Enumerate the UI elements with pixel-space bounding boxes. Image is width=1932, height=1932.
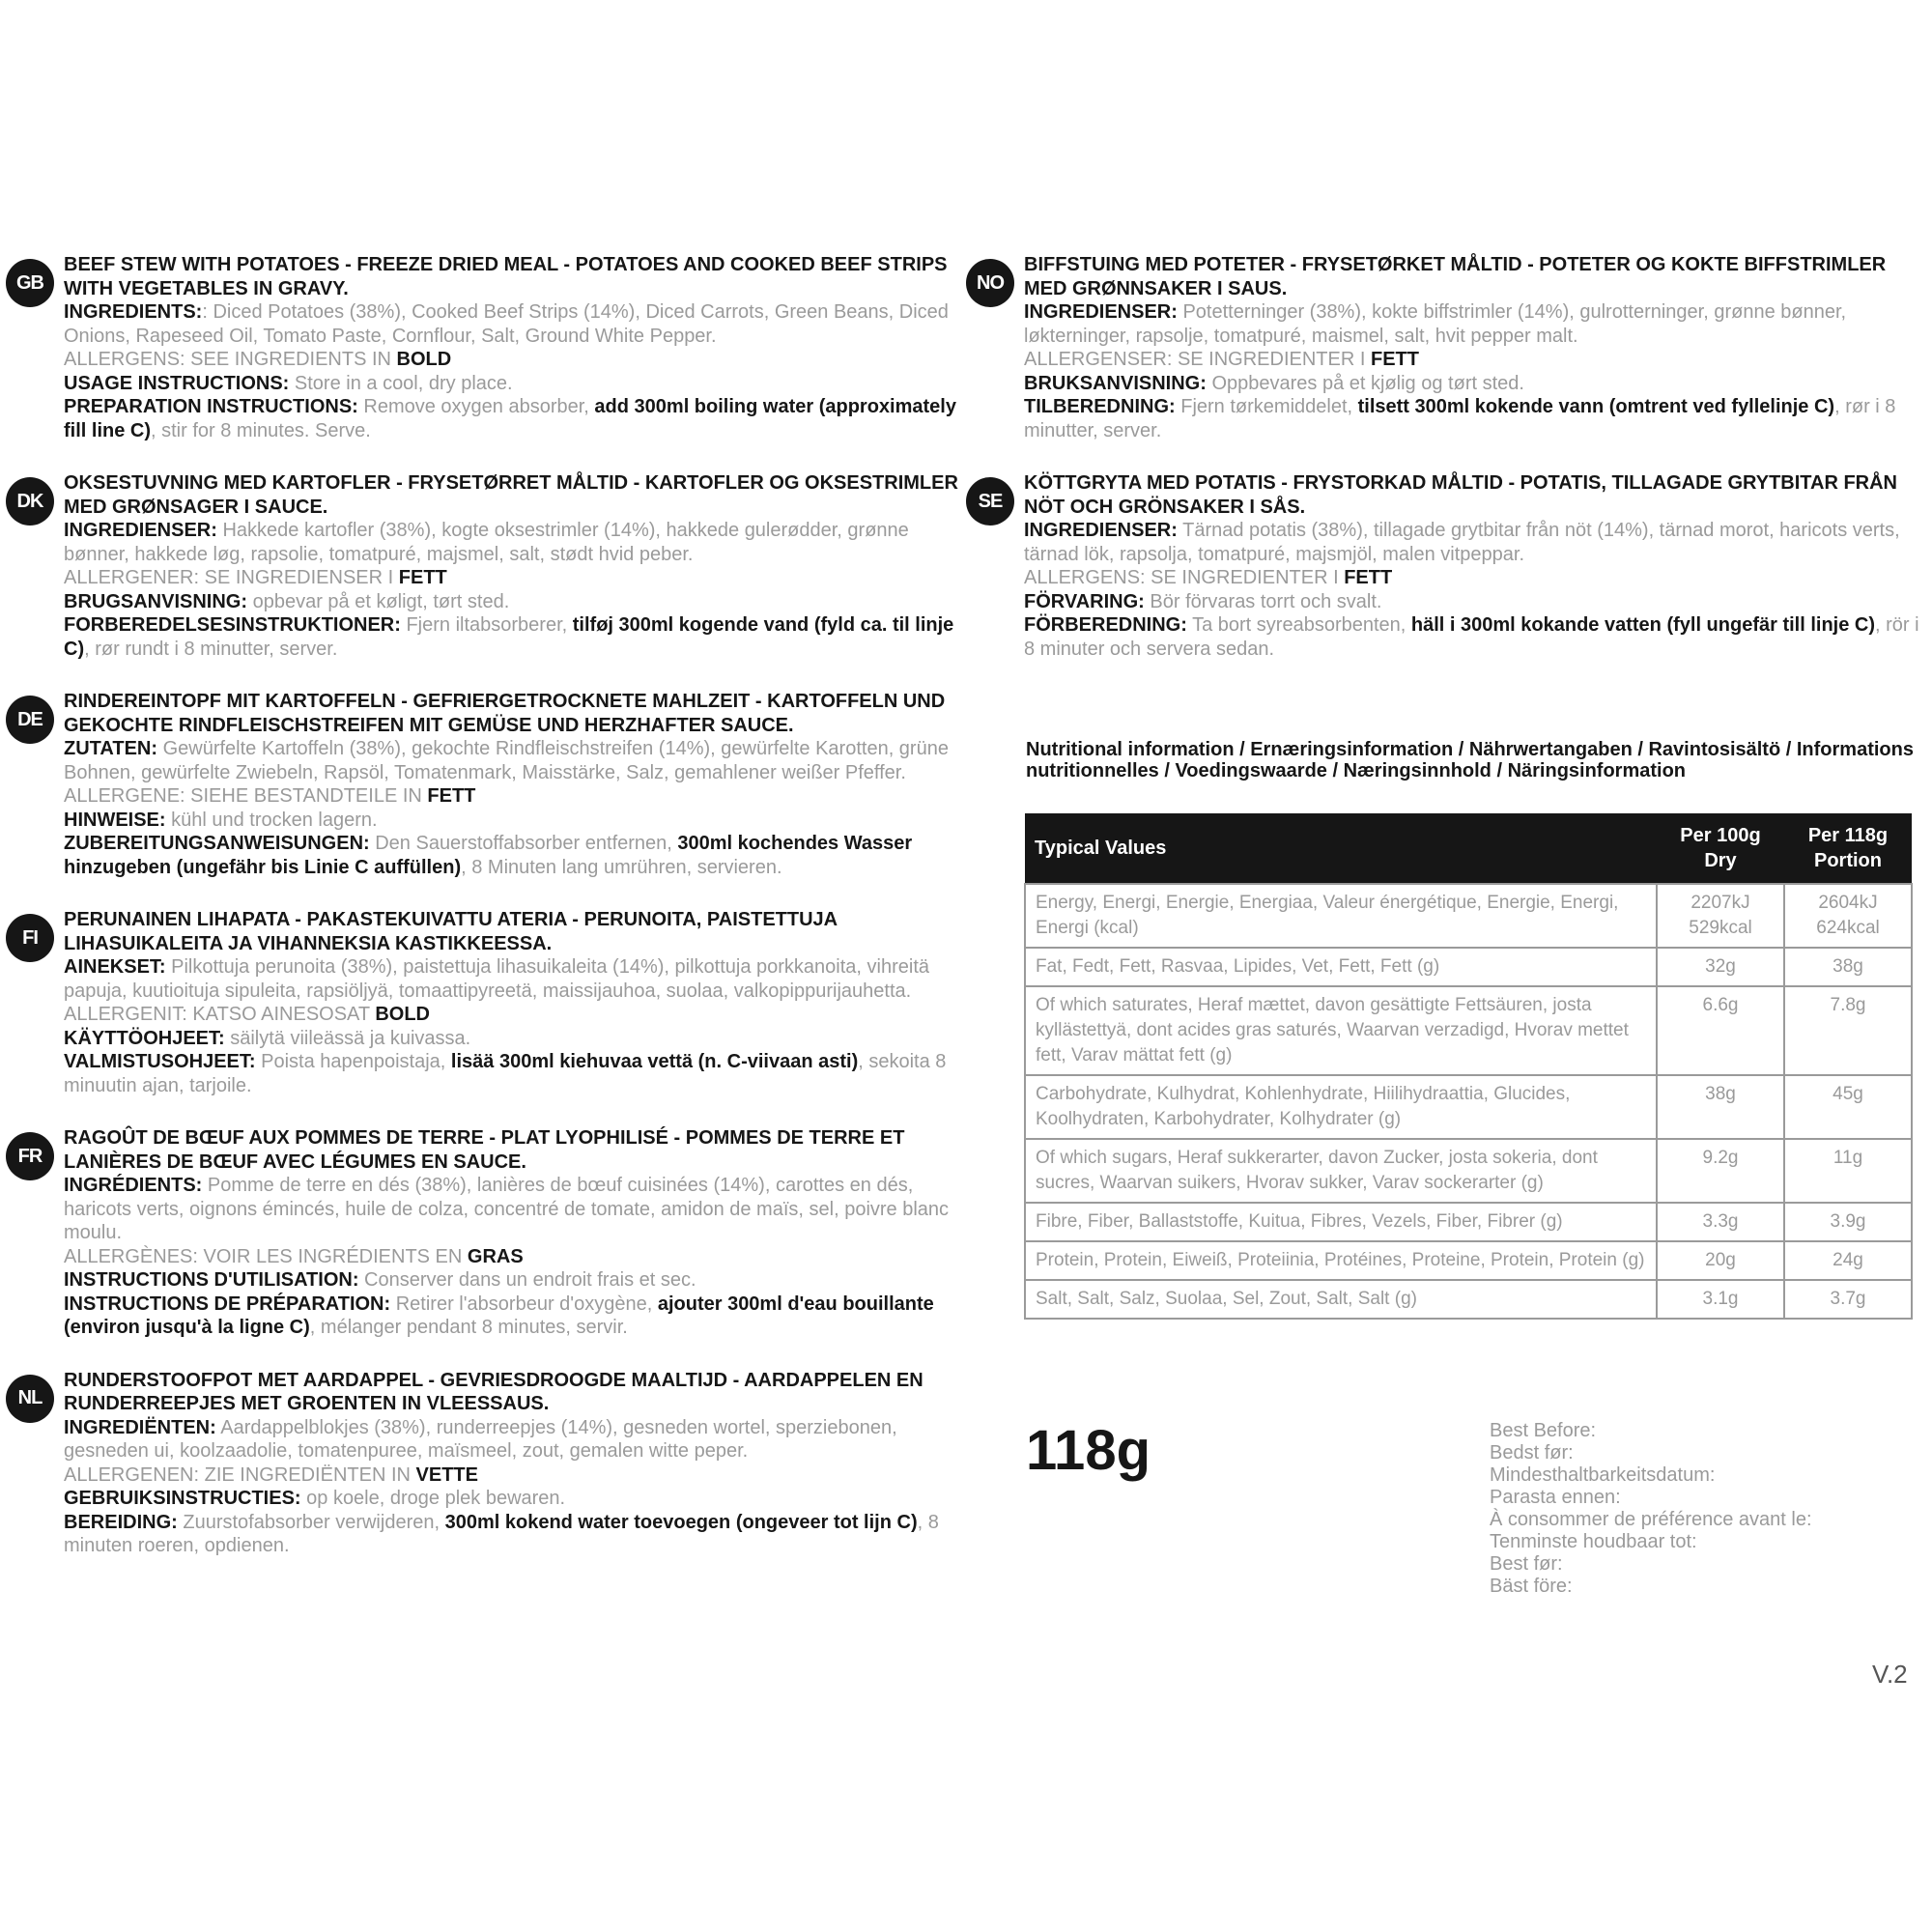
best-before-label: Best før: [1490, 1553, 1563, 1575]
ingredients-text: Pomme de terre en dés (38%), lanières de bœuf cuisinées (14%), carottes en dés, haricots verts, oignons émincés, huile de colza, concentré de tomate, amidon de maïs, sel, poivre blanc moulu. [64, 1175, 950, 1243]
per-100g-value: 2207kJ 529kcal [1657, 884, 1784, 948]
preparation-line [64, 613, 964, 661]
allergens-bold: FETT [398, 567, 447, 588]
preparation-end: , 8 Minuten lang umrühren, servieren. [461, 856, 782, 878]
per-100g-value: 9.2g [1657, 1139, 1784, 1203]
language-block-dk [6, 471, 964, 661]
net-weight: 118g [1026, 1419, 1151, 1482]
best-before-label: Parasta ennen: [1490, 1487, 1621, 1508]
per-portion-header: Per 118g Portion [1784, 813, 1912, 884]
allergens-line [64, 1003, 964, 1027]
best-before-label: Best Before: [1490, 1420, 1597, 1441]
preparation-label: FORBEREDELSESINSTRUKTIONER: [64, 614, 401, 636]
preparation-line [1024, 613, 1922, 661]
per-100g-value: 6.6g [1657, 986, 1784, 1075]
preparation-text: Retirer l'absorbeur d'oxygène, [390, 1293, 658, 1315]
per-100g-value: 3.1g [1657, 1280, 1784, 1319]
left-language-column [6, 253, 964, 1558]
usage-line [64, 590, 964, 614]
best-before-label: À consommer de préférence avant le: [1490, 1509, 1812, 1530]
best-before-label: Mindesthaltbarkeitsdatum: [1490, 1464, 1716, 1486]
nutrient-label: Salt, Salt, Salz, Suolaa, Sel, Zout, Salt, Salt (g) [1025, 1280, 1657, 1319]
per-portion-value: 3.7g [1784, 1280, 1912, 1319]
nutrition-row [1025, 1139, 1912, 1203]
allergens-text: ALLERGENIT: KATSO AINESOSAT [64, 1004, 376, 1025]
best-before-list [1490, 1420, 1915, 1598]
usage-text: säilytä viileässä ja kuivassa. [224, 1027, 471, 1049]
ingredients-label: INGREDIENTS: [64, 301, 203, 323]
preparation-text: Zuurstofabsorber verwijderen, [177, 1511, 445, 1533]
usage-label: GEBRUIKSINSTRUCTIES: [64, 1488, 301, 1509]
preparation-end: , sekoita 8 minuutin ajan, tarjoile. [64, 1051, 947, 1096]
preparation-end: , mélanger pendant 8 minutes, servir. [309, 1317, 628, 1338]
allergens-line [64, 1463, 964, 1488]
preparation-text: Fjern iltabsorberer, [400, 614, 573, 636]
ingredients-text: Pilkottuja perunoita (38%), paistettuja lihasuikaleita (14%), pilkottuja porkkanoita, vihreitä papuja, kuutioituja sipuleita, rapsiöljyä, tomaattipyreetä, maissijauhoa, suolaa, valkopippurijauhetta. [64, 956, 929, 1002]
nutrient-label: Of which saturates, Heraf mættet, davon gesättigte Fettsäuren, josta kyllästettyä, dont acides gras saturés, Waarvan verzadigd, Hvorav mettet fett, Varav mättat fett (g) [1025, 986, 1657, 1075]
ingredients-line [1024, 300, 1922, 348]
allergens-text: ALLERGENE: SIEHE BESTANDTEILE IN [64, 785, 428, 807]
allergens-bold: BOLD [396, 349, 452, 370]
nutrition-row [1025, 884, 1912, 948]
best-before-label: Tenminste houdbaar tot: [1490, 1531, 1697, 1552]
product-title: RINDEREINTOPF MIT KARTOFFELN - GEFRIERGETROCKNETE MAHLZEIT - KARTOFFELN UND GEKOCHTE RINDFLEISCHSTREIFEN MIT GEMÜSE UND HERZHAFTER SAUCE. [64, 691, 946, 736]
usage-text: Conserver dans un endroit frais et sec. [358, 1269, 696, 1291]
best-before-label: Bedst før: [1490, 1442, 1574, 1463]
best-before-label: Bäst före: [1490, 1576, 1573, 1597]
allergens-text: ALLERGENS: SE INGREDIENTER I [1024, 567, 1345, 588]
preparation-label: BEREIDING: [64, 1511, 178, 1533]
nutrition-row [1025, 986, 1912, 1075]
preparation-end: , rör i 8 minuter och servera sedan. [1024, 614, 1919, 660]
nutrient-label: Carbohydrate, Kulhydrat, Kohlenhydrate, Hiilihydraattia, Glucides, Koolhydraten, Karbohydrater, Kolhydrater (g) [1025, 1075, 1657, 1139]
allergens-bold: FETT [1344, 567, 1393, 588]
ingredients-text: Potetterninger (38%), kokte biffstrimler (14%), gulrotterninger, grønne bønner, løkterninger, rapsolje, tomatpuré, maismel, salt, hvit pepper malt. [1024, 301, 1847, 347]
language-block-se [966, 471, 1922, 661]
ingredients-label: INGREDIENSER: [1024, 301, 1178, 323]
allergens-line [64, 1245, 964, 1269]
usage-line [64, 1027, 964, 1051]
per-portion-value: 7.8g [1784, 986, 1912, 1075]
preparation-end: , 8 minuten roeren, opdienen. [64, 1511, 939, 1556]
language-badge: SE [966, 477, 1014, 526]
usage-text: Oppbevares på et kjølig og tørt sted. [1206, 372, 1524, 394]
allergens-text: ALLERGENER: SE INGREDIENSER I [64, 567, 399, 588]
product-title: KÖTTGRYTA MED POTATIS - FRYSTORKAD MÅLTID - POTATIS, TILLAGADE GRYTBITAR FRÅN NÖT OCH GRÖNSAKER I SÅS. [1024, 472, 1898, 518]
allergens-line [1024, 566, 1922, 590]
preparation-bold: lisää 300ml kiehuvaa vettä (n. C-viivaan asti) [450, 1051, 859, 1072]
preparation-line [64, 1050, 964, 1097]
language-block-fr [6, 1126, 964, 1340]
usage-label: FÖRVARING: [1024, 590, 1145, 612]
preparation-line [64, 1293, 964, 1340]
ingredients-line [64, 955, 964, 1003]
language-block-fi [6, 908, 964, 1097]
per-100g-header: Per 100g Dry [1657, 813, 1784, 884]
allergens-bold: BOLD [375, 1004, 430, 1025]
ingredients-label: INGRÉDIENTS: [64, 1175, 203, 1196]
language-badge: NO [966, 259, 1014, 307]
product-title: OKSESTUVNING MED KARTOFLER - FRYSETØRRET MÅLTID - KARTOFLER OG OKSESTRIMLER MED GRØNSAGER I SAUCE. [64, 472, 958, 518]
ingredients-text: Gewürfelte Kartoffeln (38%), gekochte Rindfleischstreifen (14%), gewürfelte Karotten, grüne Bohnen, gewürfelte Zwiebeln, Rapsöl, Tomatenmark, Maisstärke, Salz, gemahlener weißer Pfeffer. [64, 738, 949, 783]
language-badge: DE [6, 696, 54, 744]
preparation-text: Ta bort syreabsorbenten, [1186, 614, 1411, 636]
typical-values-header: Typical Values [1025, 813, 1657, 884]
product-title: BEEF STEW WITH POTATOES - FREEZE DRIED MEAL - POTATOES AND COOKED BEEF STRIPS WITH VEGETABLES IN GRAVY. [64, 254, 948, 299]
preparation-bold: add 300ml boiling water (approximately fill line C) [64, 396, 956, 441]
preparation-text: Den Sauerstoffabsorber entfernen, [369, 833, 678, 854]
allergens-line [64, 784, 964, 809]
nutrition-row [1025, 1241, 1912, 1280]
ingredients-line [1024, 519, 1922, 566]
ingredients-text: : Diced Potatoes (38%), Cooked Beef Strips (14%), Diced Carrots, Green Beans, Diced Onions, Rapeseed Oil, Tomato Paste, Cornflour, Salt, Ground White Pepper. [64, 301, 949, 347]
usage-label: USAGE INSTRUCTIONS: [64, 372, 290, 394]
ingredients-text: Aardappelblokjes (38%), runderreepjes (14%), gesneden wortel, sperziebonen, gesneden ui, koolzaadolie, tomatenpuree, maïsmeel, zout, gemalen witte peper. [64, 1416, 897, 1462]
ingredients-label: INGREDIËNTEN: [64, 1416, 216, 1438]
usage-text: kühl und trocken lagern. [165, 809, 378, 831]
nutrition-row [1025, 1075, 1912, 1139]
product-title: BIFFSTUING MED POTETER - FRYSETØRKET MÅLTID - POTETER OG KOKTE BIFFSTRIMLER MED GRØNNSAKER I SAUS. [1024, 254, 1887, 299]
language-block-de [6, 690, 964, 879]
usage-line [64, 809, 964, 833]
per-100g-value: 3.3g [1657, 1203, 1784, 1241]
language-badge: FI [6, 914, 54, 962]
allergens-bold: FETT [427, 785, 476, 807]
ingredients-label: ZUTATEN: [64, 738, 158, 759]
per-portion-value: 11g [1784, 1139, 1912, 1203]
per-portion-value: 2604kJ 624kcal [1784, 884, 1912, 948]
language-block-no [966, 253, 1922, 442]
ingredients-line [64, 1416, 964, 1463]
per-portion-value: 24g [1784, 1241, 1912, 1280]
nutrition-table [1024, 813, 1913, 1320]
usage-line [1024, 372, 1922, 396]
per-portion-value: 45g [1784, 1075, 1912, 1139]
nutrition-heading: Nutritional information / Ernæringsinformation / Nährwertangaben / Ravintosisältö / Informations nutritionnelles / Voedingswaarde / Næringsinnhold / Näringsinformation [1026, 739, 1914, 781]
nutrition-row [1025, 948, 1912, 986]
preparation-label: VALMISTUSOHJEET: [64, 1051, 256, 1072]
ingredients-line [64, 300, 964, 348]
allergens-text: ALLERGÈNES: VOIR LES INGRÉDIENTS EN [64, 1245, 468, 1267]
language-badge: NL [6, 1375, 54, 1423]
language-badge: DK [6, 477, 54, 526]
per-portion-value: 3.9g [1784, 1203, 1912, 1241]
preparation-bold: tilføj 300ml kogende vand (fyld ca. til linje C) [64, 614, 954, 660]
usage-line [64, 1268, 964, 1293]
preparation-line [1024, 395, 1922, 442]
preparation-label: PREPARATION INSTRUCTIONS: [64, 396, 358, 417]
allergens-text: ALLERGENSER: SE INGREDIENTER I [1024, 349, 1371, 370]
nutrient-label: Protein, Protein, Eiweiß, Proteiinia, Protéines, Proteine, Protein, Protein (g) [1025, 1241, 1657, 1280]
usage-text: op koele, droge plek bewaren. [300, 1488, 566, 1509]
allergens-bold: FETT [1370, 349, 1419, 370]
ingredients-text: Hakkede kartofler (38%), kogte oksestrimler (14%), hakkede gulerødder, grønne bønner, hakkede løg, rapsolie, tomatpuré, majsmel, salt, stødt hvid peber. [64, 520, 909, 565]
version-label: V.2 [1872, 1660, 1908, 1689]
language-badge: GB [6, 259, 54, 307]
allergens-line [1024, 348, 1922, 372]
preparation-text: Fjern tørkemiddelet, [1175, 396, 1358, 417]
nutrition-header-row [1025, 813, 1912, 884]
usage-label: BRUKSANVISNING: [1024, 372, 1207, 394]
preparation-end: , stir for 8 minutes. Serve. [151, 419, 371, 441]
usage-label: KÄYTTÖOHJEET: [64, 1027, 225, 1049]
usage-line [64, 372, 964, 396]
language-block-gb [6, 253, 964, 442]
per-100g-value: 20g [1657, 1241, 1784, 1280]
allergens-bold: VETTE [415, 1463, 478, 1486]
usage-text: Bör förvaras torrt och svalt. [1144, 590, 1382, 612]
preparation-bold: 300ml kochendes Wasser hinzugeben (ungefähr bis Linie C auffüllen) [64, 833, 913, 878]
usage-label: HINWEISE: [64, 809, 166, 831]
preparation-label: INSTRUCTIONS DE PRÉPARATION: [64, 1293, 391, 1315]
preparation-bold: 300ml kokend water toevoegen (ongeveer tot lijn C) [444, 1511, 918, 1533]
ingredients-text: Tärnad potatis (38%), tillagade grytbitar från nöt (14%), tärnad morot, haricots verts, tärnad lök, rapsolja, tomatpuré, majsmjöl, malen vitpeppar. [1024, 520, 1900, 565]
usage-line [1024, 590, 1922, 614]
nutrient-label: Energy, Energi, Energie, Energiaa, Valeur énergétique, Energie, Energi, Energi (kcal) [1025, 884, 1657, 948]
preparation-bold: häll i 300ml kokande vatten (fyll ungefär till linje C) [1410, 614, 1876, 636]
preparation-text: Poista hapenpoistaja, [255, 1051, 451, 1072]
language-badge: FR [6, 1132, 54, 1180]
language-block-nl [6, 1369, 964, 1558]
ingredients-line [64, 1174, 964, 1245]
preparation-label: ZUBEREITUNGSANWEISUNGEN: [64, 833, 370, 854]
preparation-line [64, 395, 964, 442]
usage-text: opbevar på et køligt, tørt sted. [247, 590, 510, 612]
allergens-line [64, 348, 964, 372]
usage-label: BRUGSANVISNING: [64, 590, 248, 612]
product-title: PERUNAINEN LIHAPATA - PAKASTEKUIVATTU ATERIA - PERUNOITA, PAISTETTUJA LIHASUIKALEITA JA VIHANNEKSIA KASTIKKEESSA. [64, 909, 838, 954]
allergens-text: ALLERGENS: SEE INGREDIENTS IN [64, 349, 397, 370]
ingredients-line [64, 519, 964, 566]
per-100g-value: 32g [1657, 948, 1784, 986]
preparation-label: TILBEREDNING: [1024, 396, 1176, 417]
preparation-label: FÖRBEREDNING: [1024, 614, 1187, 636]
preparation-bold: ajouter 300ml d'eau bouillante (environ jusqu'à la ligne C) [64, 1293, 934, 1338]
nutrition-row [1025, 1203, 1912, 1241]
preparation-end: , rør i 8 minutter, server. [1024, 396, 1896, 441]
nutrient-label: Fat, Fedt, Fett, Rasvaa, Lipides, Vet, Fett, Fett (g) [1025, 948, 1657, 986]
nutrition-row [1025, 1280, 1912, 1319]
product-title: RUNDERSTOOFPOT MET AARDAPPEL - GEVRIESDROOGDE MAALTIJD - AARDAPPELEN EN RUNDERREEPJES MET GROENTEN IN VLEESSAUS. [64, 1369, 923, 1414]
ingredients-label: AINEKSET: [64, 956, 166, 978]
preparation-end: , rør rundt i 8 minutter, server. [84, 638, 338, 660]
preparation-line [64, 832, 964, 879]
per-portion-value: 38g [1784, 948, 1912, 986]
ingredients-line [64, 737, 964, 784]
allergens-text: ALLERGENEN: ZIE INGREDIËNTEN IN [64, 1463, 416, 1486]
allergens-line [64, 566, 964, 590]
allergens-bold: GRAS [467, 1245, 524, 1267]
nutrient-label: Fibre, Fiber, Ballaststoffe, Kuitua, Fibres, Vezels, Fiber, Fibrer (g) [1025, 1203, 1657, 1241]
preparation-text: Remove oxygen absorber, [357, 396, 595, 417]
ingredients-label: INGREDIENSER: [1024, 520, 1178, 541]
per-100g-value: 38g [1657, 1075, 1784, 1139]
usage-label: INSTRUCTIONS D'UTILISATION: [64, 1269, 359, 1291]
ingredients-label: INGREDIENSER: [64, 520, 217, 541]
preparation-line [64, 1511, 964, 1558]
usage-text: Store in a cool, dry place. [289, 372, 513, 394]
preparation-bold: tilsett 300ml kokende vann (omtrent ved fyllelinje C) [1357, 396, 1835, 417]
nutrient-label: Of which sugars, Heraf sukkerarter, davon Zucker, josta sokeria, dont sucres, Waarvan suikers, Hvorav sukker, Varav sockerarter (g) [1025, 1139, 1657, 1203]
usage-line [64, 1487, 964, 1511]
right-language-column [966, 253, 1922, 661]
product-title: RAGOÛT DE BŒUF AUX POMMES DE TERRE - PLAT LYOPHILISÉ - POMMES DE TERRE ET LANIÈRES DE BŒUF AVEC LÉGUMES EN SAUCE. [64, 1127, 905, 1173]
